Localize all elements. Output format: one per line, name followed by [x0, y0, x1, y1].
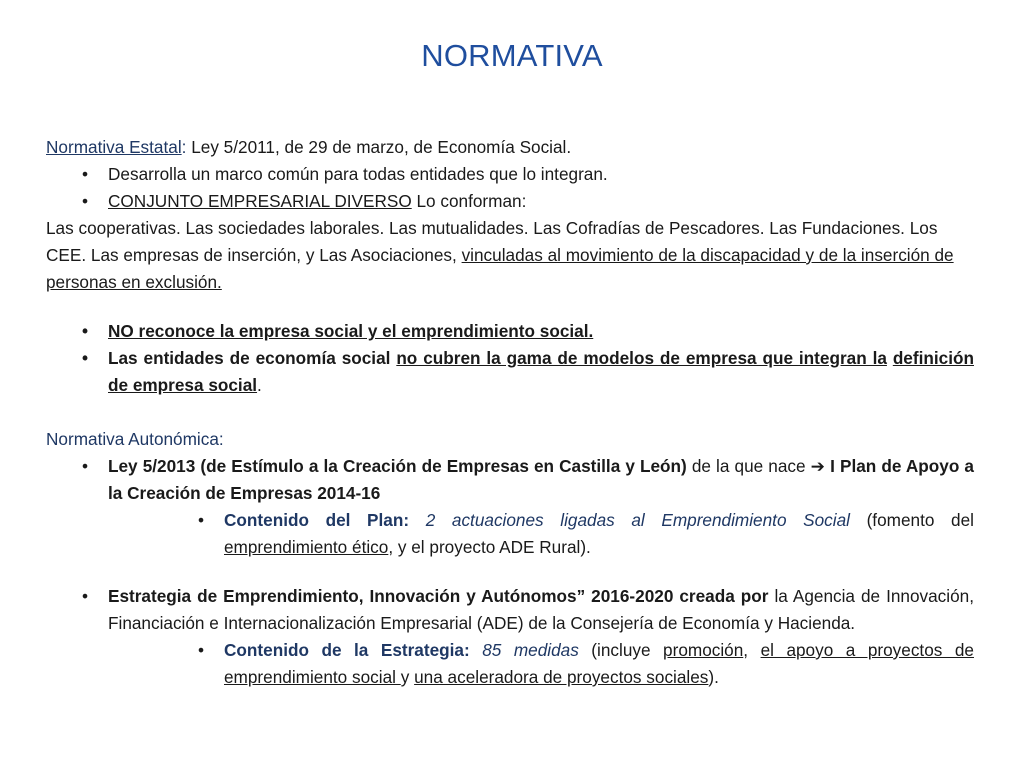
bullet-dot: • — [82, 586, 89, 606]
estatal-bullet-1: • Desarrolla un marco común para todas entidades que lo integran. — [46, 161, 974, 188]
estatal-heading-line: Normativa Estatal: Ley 5/2011, de 29 de marzo, de Economía Social. — [46, 137, 572, 157]
estatal-bullet-4: • Las entidades de economía social no cubren la gama de modelos de empresa que integran la definición de empresa social. — [46, 345, 974, 399]
autonomica-bullet-estrategia: • Estrategia de Emprendimiento, Innovación y Autónomos” 2016-2020 creada por la Agencia de Innovación, Financiación e Internacionalización Empresarial (ADE) de la Consejería de Economía y Hacienda. — [46, 583, 974, 637]
bullet-dot: • — [82, 321, 89, 341]
autonomica-heading: Normativa Autonómica: — [46, 429, 224, 449]
autonomica-sub-bullet-plan: • Contenido del Plan: 2 actuaciones ligadas al Emprendimiento Social (fomento del emprendimiento ético, y el proyecto ADE Rural). — [46, 507, 974, 561]
estatal-bullet-2: • CONJUNTO EMPRESARIAL DIVERSO Lo conforman: — [46, 188, 974, 215]
bullet-dot: • — [82, 456, 89, 476]
autonomica-bullet-ley: • Ley 5/2013 (de Estímulo a la Creación de Empresas en Castilla y León) de la que nace ➔ I Plan de Apoyo a la Creación de Empresas 2014-16 — [46, 453, 974, 507]
bullet-dot: • — [198, 510, 205, 530]
arrow-right-icon: ➔ — [810, 456, 826, 476]
bullet-dot: • — [198, 640, 205, 660]
autonomica-sub-bullet-estrategia: • Contenido de la Estrategia: 85 medidas (incluye promoción, el apoyo a proyectos de emprendimiento social y una aceleradora de proyectos sociales). — [46, 637, 974, 691]
slide-body — [46, 134, 974, 691]
estatal-bullet-3: • NO reconoce la empresa social y el emprendimiento social. — [46, 318, 974, 345]
bullet-dot: • — [82, 348, 89, 368]
bullet-dot: • — [82, 164, 89, 184]
estatal-heading: Normativa Estatal — [46, 137, 182, 157]
page-title: NORMATIVA — [421, 38, 603, 73]
estatal-law: Ley 5/2011, de 29 de marzo, de Economía Social. — [186, 137, 572, 157]
estatal-entities-paragraph: Las cooperativas. Las sociedades laborales. Las mutualidades. Las Cofradías de Pescadores. Las Fundaciones. Los CEE. Las empresas de inserción, y Las Asociaciones, vinculadas al movimiento de la discapacidad y de la inserción de personas en exclusión. — [46, 218, 954, 292]
bullet-dot: • — [82, 191, 89, 211]
